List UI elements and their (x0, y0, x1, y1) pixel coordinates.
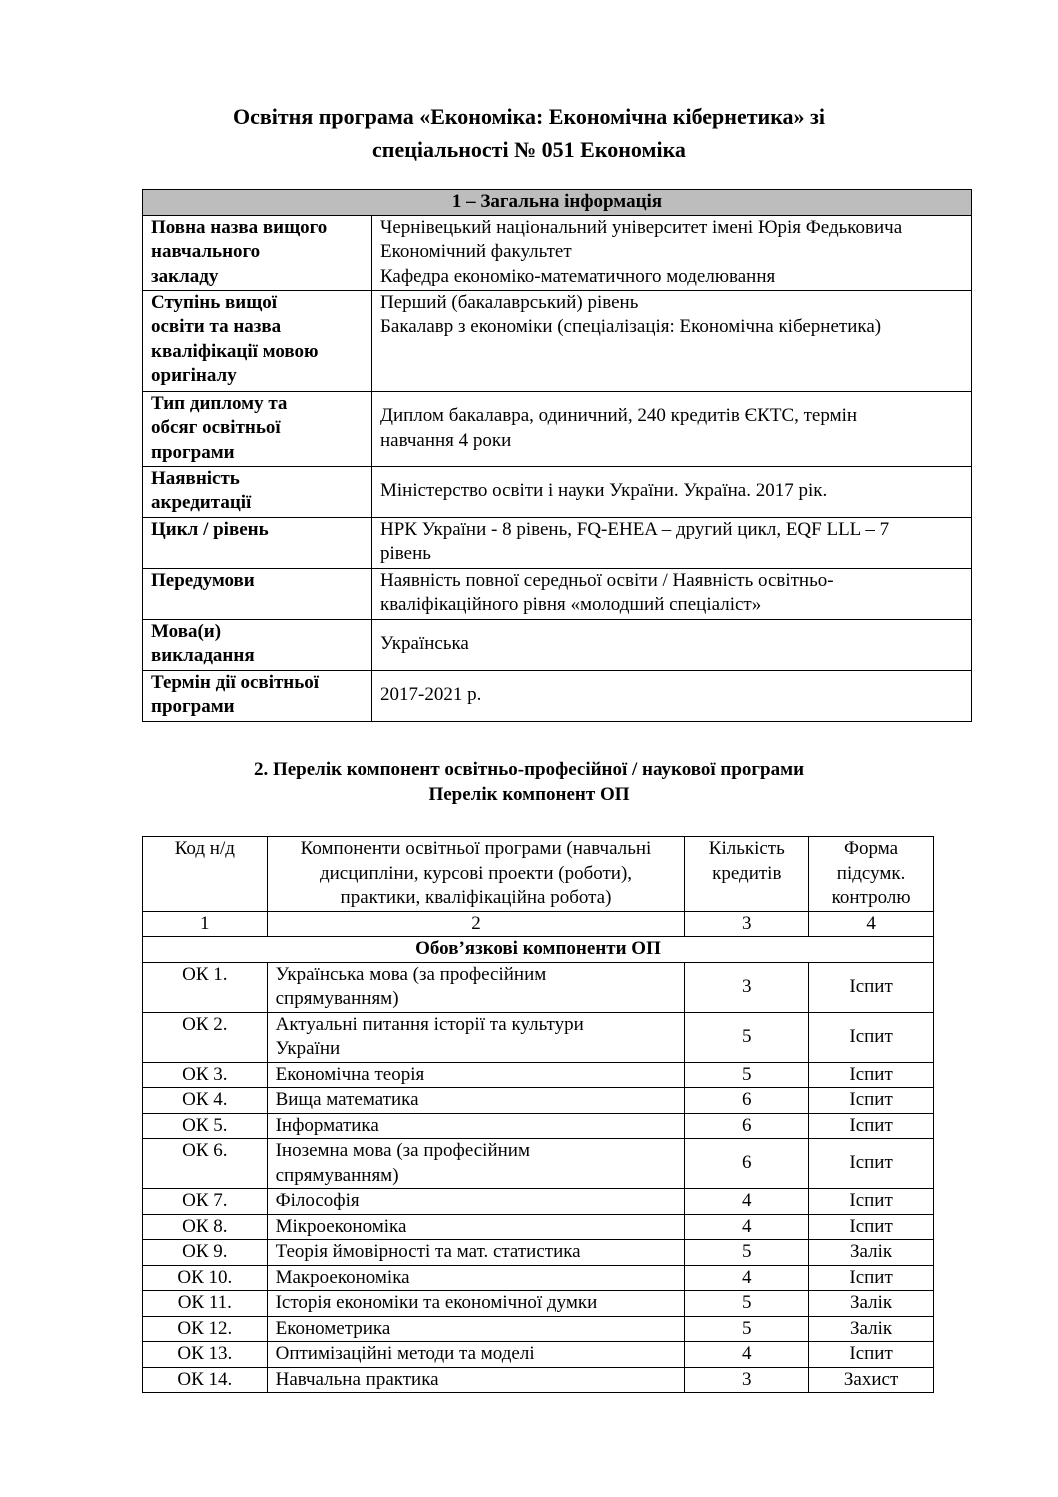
header-line: Кількість (708, 838, 785, 859)
header-control-form (809, 837, 934, 912)
group-title: Обов’язкові компоненти ОП (143, 937, 934, 963)
header-line: Компоненти освітньої програми (навчальні (300, 838, 652, 859)
component-row (143, 1316, 934, 1342)
component-control: Залік (809, 1240, 934, 1266)
info-value (372, 215, 972, 290)
info-value (372, 517, 972, 568)
component-code: ОК 10. (143, 1265, 268, 1291)
info-row (143, 391, 972, 466)
info-label (143, 568, 372, 619)
column-numbers-row (143, 911, 934, 937)
info-row (143, 517, 972, 568)
component-control: Іспит (809, 1139, 934, 1189)
general-info-heading-row (143, 190, 972, 216)
column-number: 1 (143, 911, 268, 937)
info-label-line: викладання (151, 645, 255, 666)
component-control: Іспит (809, 1342, 934, 1368)
component-name-line: Вища математика (275, 1089, 419, 1110)
component-name-line: Українська мова (за професійним (275, 963, 547, 985)
component-name-line: України (275, 1038, 341, 1059)
info-value-line: Наявність повної середньої освіти / Наявність освітньо- (380, 569, 834, 591)
component-code: ОК 12. (143, 1316, 268, 1342)
info-label-line: Мова(и) (151, 620, 222, 642)
info-label-line: закладу (151, 265, 219, 287)
component-credits: 6 (685, 1113, 809, 1139)
info-label-line: кваліфікації мовою (151, 340, 319, 362)
info-label (143, 391, 372, 466)
component-name (267, 1214, 685, 1240)
document-title (0, 100, 1058, 166)
info-value (372, 391, 972, 466)
component-name (267, 1113, 685, 1139)
component-name-line: Теорія ймовірності та мат. статистика (275, 1241, 581, 1262)
info-label-line: оригіналу (151, 365, 237, 386)
group-row (143, 937, 934, 963)
component-row (143, 1139, 934, 1189)
component-name (267, 1367, 685, 1393)
info-label-line: обсяг освітньої (151, 417, 281, 438)
component-credits: 5 (685, 1291, 809, 1317)
component-row (143, 962, 934, 1012)
component-name (267, 1062, 685, 1088)
component-name-line: Оптимізаційні методи та моделі (275, 1343, 535, 1364)
info-row (143, 619, 972, 670)
info-value-line: Диплом бакалавра, одиничний, 240 кредитів ЄКТС, термін (380, 405, 858, 426)
header-line: практики, кваліфікаційна робота) (340, 887, 612, 908)
info-value-line: Міністерство освіти і науки України. Україна. 2017 рік. (380, 480, 828, 502)
component-control: Залік (809, 1291, 934, 1317)
components-header-row (143, 837, 934, 912)
component-credits: 4 (685, 1265, 809, 1291)
component-credits: 3 (685, 962, 809, 1012)
info-label-line: Передумови (151, 569, 255, 591)
component-name (267, 1088, 685, 1114)
header-line: підсумк. (836, 862, 906, 884)
info-value-line: Чернівецький національний університет імені Юрія Федьковича (380, 216, 903, 238)
component-credits: 5 (685, 1062, 809, 1088)
component-control: Іспит (809, 962, 934, 1012)
general-info-body (143, 215, 972, 721)
component-code: ОК 2. (143, 1012, 268, 1062)
component-row (143, 1265, 934, 1291)
info-label (143, 619, 372, 670)
component-control: Іспит (809, 1088, 934, 1114)
info-value-line: Економічний факультет (380, 241, 572, 262)
info-value (372, 290, 972, 391)
info-row (143, 568, 972, 619)
info-label-line: програми (151, 441, 235, 463)
info-label (143, 517, 372, 568)
component-row (143, 1189, 934, 1215)
component-control: Іспит (809, 1265, 934, 1291)
component-name (267, 1291, 685, 1317)
component-control: Залік (809, 1316, 934, 1342)
component-credits: 4 (685, 1214, 809, 1240)
component-name-line: Історія економіки та економічної думки (275, 1292, 598, 1313)
component-row (143, 1240, 934, 1266)
general-info-table (142, 189, 972, 722)
component-row (143, 1291, 934, 1317)
info-row (143, 670, 972, 721)
component-name-line: Навчальна практика (275, 1368, 439, 1390)
component-name-line: Іноземна мова (за професійним (275, 1140, 530, 1161)
component-name-line: Мікроекономіка (275, 1215, 407, 1237)
component-name (267, 1189, 685, 1215)
component-name-line: Актуальні питання історії та культури (275, 1013, 584, 1035)
info-value (372, 670, 972, 721)
title-line-2: спеціальності № 051 Економіка (372, 137, 686, 162)
info-value-line: Бакалавр з економіки (спеціалізація: Економічна кібернетика) (380, 316, 882, 337)
component-name (267, 962, 685, 1012)
component-control: Іспит (809, 1062, 934, 1088)
component-name (267, 1316, 685, 1342)
component-code: ОК 9. (143, 1240, 268, 1266)
column-number: 2 (267, 911, 685, 937)
column-number: 3 (685, 911, 809, 937)
component-row (143, 1088, 934, 1114)
info-value-line: Перший (бакалаврський) рівень (380, 291, 639, 313)
component-name (267, 1265, 685, 1291)
component-credits: 5 (685, 1012, 809, 1062)
general-info-heading: 1 – Загальна інформація (143, 190, 972, 216)
component-name (267, 1240, 685, 1266)
info-label-line: навчального (151, 241, 261, 262)
info-label-line: Цикл / рівень (151, 518, 269, 540)
component-code: ОК 11. (143, 1291, 268, 1317)
component-code: ОК 7. (143, 1189, 268, 1215)
header-code (143, 837, 268, 912)
components-body (143, 962, 934, 1393)
component-control: Іспит (809, 1113, 934, 1139)
info-value (372, 466, 972, 517)
component-name-line: Економічна теорія (275, 1063, 425, 1085)
header-line: контролю (831, 887, 911, 908)
info-row (143, 215, 972, 290)
info-label (143, 466, 372, 517)
info-label-line: Наявність (151, 467, 240, 489)
component-code: ОК 13. (143, 1342, 268, 1368)
info-label-line: Ступінь вищої (151, 291, 278, 313)
info-label-line: Тип диплому та (151, 392, 288, 414)
component-name-line: Макроекономіка (275, 1266, 410, 1288)
info-label-line: Термін дії освітньої (151, 671, 320, 693)
component-name-line: спрямуванням) (275, 988, 399, 1009)
title-line-1: Освітня програма «Економіка: Економічна кібернетика» зі (232, 104, 826, 129)
component-row (143, 1367, 934, 1393)
header-component (267, 837, 685, 912)
info-row (143, 466, 972, 517)
component-code: ОК 1. (143, 962, 268, 1012)
component-name-line: Філософія (275, 1190, 360, 1211)
section2-title (0, 757, 1058, 807)
info-value-line: Кафедра економіко-математичного моделювання (380, 265, 776, 287)
component-control: Іспит (809, 1189, 934, 1215)
component-code: ОК 5. (143, 1113, 268, 1139)
component-code: ОК 4. (143, 1088, 268, 1114)
header-line: кредитів (712, 862, 782, 884)
component-control: Захист (809, 1367, 934, 1393)
info-value-line: рівень (380, 543, 431, 564)
component-row (143, 1012, 934, 1062)
component-row (143, 1342, 934, 1368)
info-value-line: НРК України - 8 рівень, FQ-EHEA – другий цикл, EQF LLL – 7 (380, 518, 890, 540)
info-value-line: навчання 4 роки (380, 429, 512, 451)
component-credits: 4 (685, 1189, 809, 1215)
component-control: Іспит (809, 1214, 934, 1240)
component-row (143, 1214, 934, 1240)
info-value-line: кваліфікаційного рівня «молодший спеціаліст» (380, 594, 762, 615)
header-line: дисципліни, курсові проекти (роботи), (319, 862, 633, 884)
component-code: ОК 3. (143, 1062, 268, 1088)
header-credits (685, 837, 809, 912)
component-code: ОК 8. (143, 1214, 268, 1240)
component-name-line: спрямуванням) (275, 1164, 399, 1186)
info-row (143, 290, 972, 391)
info-label-line: акредитації (151, 492, 252, 513)
info-label (143, 215, 372, 290)
component-credits: 6 (685, 1139, 809, 1189)
component-credits: 5 (685, 1316, 809, 1342)
column-number: 4 (809, 911, 934, 937)
component-credits: 6 (685, 1088, 809, 1114)
component-credits: 4 (685, 1342, 809, 1368)
info-value-line: 2017-2021 р. (380, 684, 482, 706)
component-credits: 3 (685, 1367, 809, 1393)
section2-title-line-1: 2. Перелік компонент освітньо-професійної / наукової програми (253, 759, 805, 780)
component-row (143, 1062, 934, 1088)
component-control: Іспит (809, 1012, 934, 1062)
info-value (372, 568, 972, 619)
component-row (143, 1113, 934, 1139)
info-value-line: Українська (380, 633, 469, 655)
header-line: Код н/д (174, 838, 235, 859)
component-name-line: Інформатика (275, 1114, 379, 1136)
component-name-line: Економетрика (275, 1317, 391, 1339)
section2-title-line-2: Перелік компонент ОП (428, 784, 630, 805)
info-label (143, 290, 372, 391)
component-name (267, 1012, 685, 1062)
header-line: Форма (844, 838, 899, 859)
info-label-line: освіти та назва (151, 316, 282, 337)
component-code: ОК 6. (143, 1139, 268, 1189)
info-value (372, 619, 972, 670)
component-code: ОК 14. (143, 1367, 268, 1393)
info-label-line: Повна назва вищого (151, 216, 328, 238)
component-name (267, 1342, 685, 1368)
component-name (267, 1139, 685, 1189)
components-table (142, 836, 934, 1393)
component-credits: 5 (685, 1240, 809, 1266)
info-label-line: програми (151, 696, 235, 717)
info-label (143, 670, 372, 721)
